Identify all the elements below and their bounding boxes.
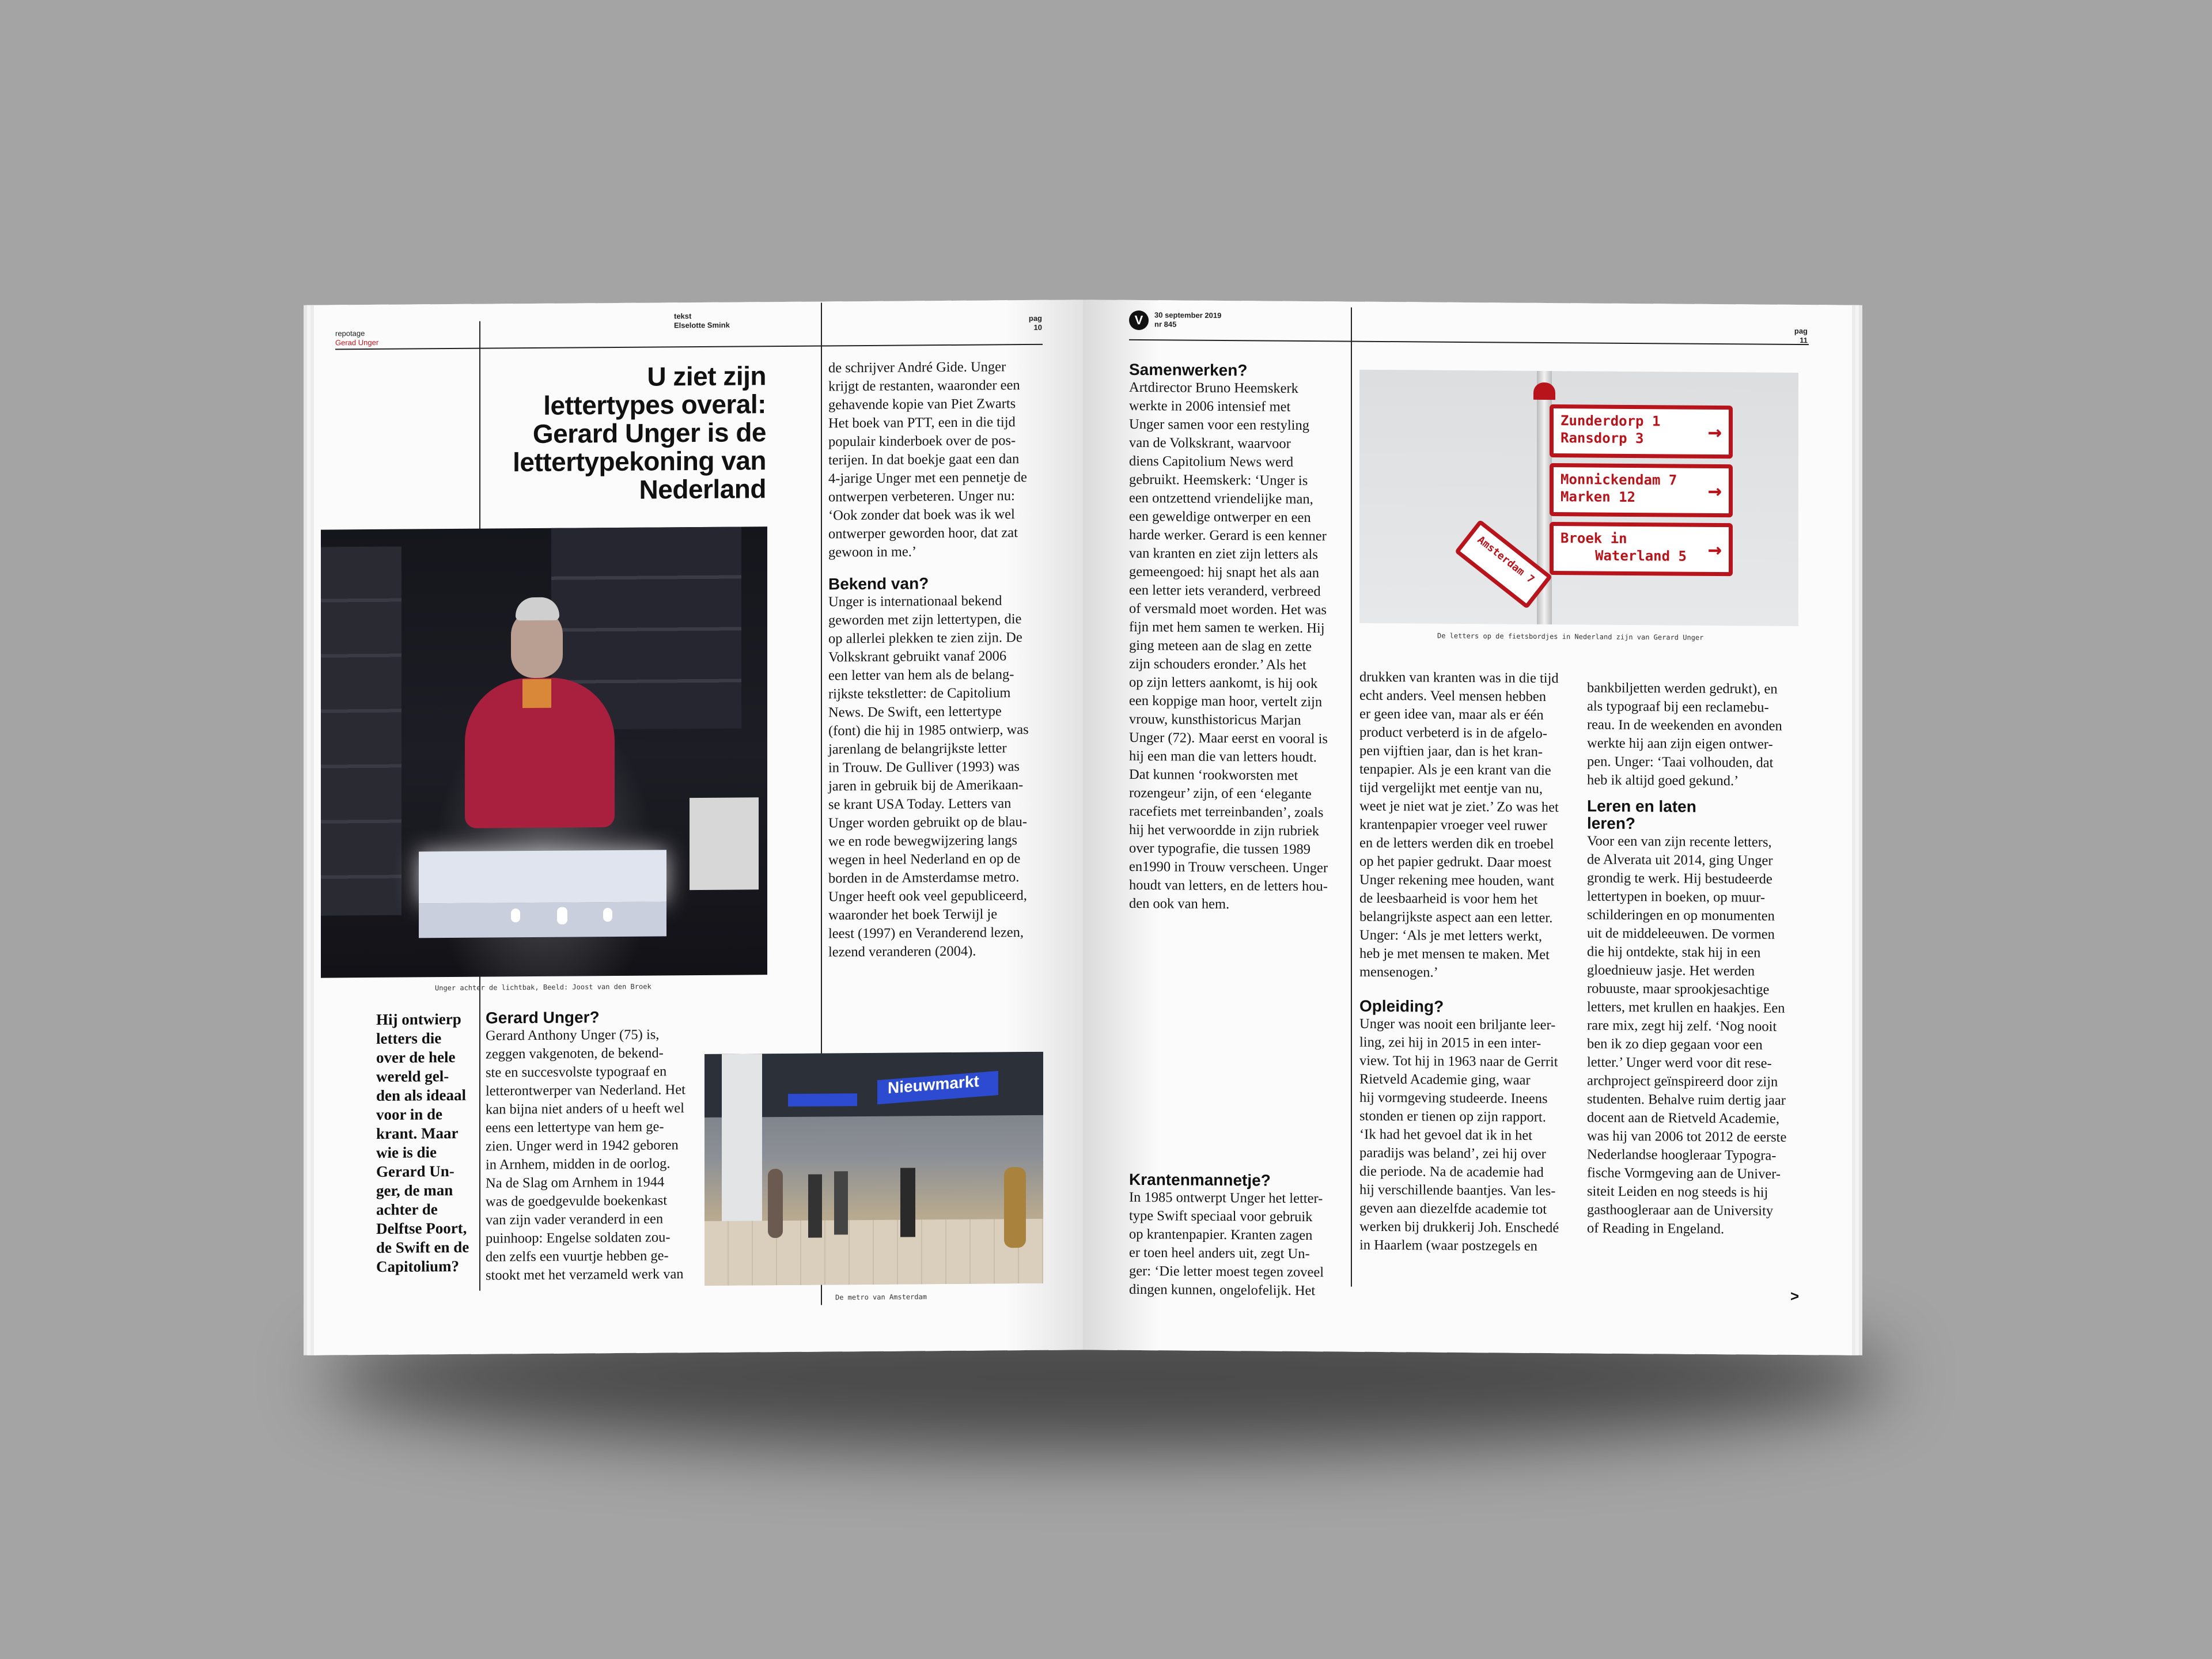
column-leren xyxy=(1587,679,1812,1239)
header-rule xyxy=(335,344,1043,350)
body-gerard-unger: Gerard Anthony Unger (75) is, zeggen vakgenoten, de bekend- ste en succesvolste typograaf en letterontwerper van Nederland. Het kan bijna niet anders of u heeft wel eens een lettertype van hem ge- zien. Unger werd in 1942 geboren in Arnhem, midden in de oorlog. Na de Slag om Arnhem in 1944 was de goedgevulde boekenkast van zijn vader veranderd in een puinhoop: Engelse soldaten zou- den zelfs een vuurtje hebben ge- stookt met het verzameld werk van xyxy=(486,1027,685,1283)
arrow-right-icon: → xyxy=(1707,418,1722,446)
page-number-right: pag 11 xyxy=(1794,326,1808,345)
photo-signposts xyxy=(1359,370,1798,626)
column-gerard-unger xyxy=(486,1008,699,1285)
column-right-left-page xyxy=(828,358,1053,962)
header-rule-right xyxy=(1129,339,1809,345)
arrow-right-icon: → xyxy=(1707,536,1722,563)
left-page xyxy=(314,300,1083,1355)
sign-3: Broek in Waterland 5 → xyxy=(1550,522,1733,576)
issue-date: 30 september 2019 nr 845 xyxy=(1154,310,1222,329)
body-continuation-c: bankbiljetten werden gedrukt), en als typograaf bij een reclamebu- reau. In de weekenden en avonden werkte hij aan zijn eigen ontwer- pen. Unger: ‘Taai volhouden, dat heb ik altijd goed gekund.’ xyxy=(1587,680,1782,789)
sign-2: Monnickendam 7 Marken 12 → xyxy=(1550,463,1733,517)
column-krantenmannetje xyxy=(1129,1171,1348,1301)
headline: U ziet zijn lettertypes overal: Gerard Unger is de lettertypekoning van Nederland xyxy=(513,361,766,505)
right-page xyxy=(1083,300,1852,1355)
heading-samenwerken: Samenwerken? xyxy=(1129,360,1248,380)
heading-gerard-unger: Gerard Unger? xyxy=(486,1008,600,1027)
author-label: tekst Elselotte Smink xyxy=(674,312,730,330)
body-opleiding: Unger was nooit een briljante leer- ling, zei hij in 2015 in een inter- view. Tot hij in 1963 naar de Gerrit Rietveld Academie ging, waar hij vormgeving studeerde. Ineens stonden er tienen op zijn rapport. ‘Ik had het gevoel dat ik in het paradijs was beland’, zei hij over die periode. Na de academie had hij verschillende baantjes. Van les- geven aan diezelfde academie tot werken bij drukkerij Joh. Enschedé in Haarlem (waar postzegels en xyxy=(1359,1016,1559,1254)
intro-text: Hij ontwierp letters die over de hele wereld gel- den als ideaal voor in de krant. Maar wie is die Gerard Un- ger, de man achter de Delftse Poort, de Swift en de Capitolium? xyxy=(376,1010,469,1275)
metro-sign-text: Nieuwmarkt xyxy=(888,1072,979,1097)
heading-bekend-van: Bekend van? xyxy=(828,574,929,593)
body-continuation-right: drukken van kranten was in die tijd echt anders. Veel mensen hebben er geen idee van, maar als er één product verbeterd is in de afgelo- pen vijftien jaar, dan is het kran- tenpapier. Als je een krant van die tijd vergelijkt met eentje van nu, weet je niet wat je ziet.’ Zo was het krantenpapier vroeger veel ruwer en de letters werden dik en troebel op het papier gedrukt. Daar moest Unger rekening mee houden, want de leesbaarheid is voor hem het belangrijkste aspect aan een letter. Unger: ‘Als je met letters werkt, heb je met mensen te maken. Met mensenogen.’ xyxy=(1359,669,1559,980)
body-bekend-van: Unger is internationaal bekend geworden met zijn lettertypen, die op allerlei plekken te zien zijn. De Volkskrant gebruikt vanaf 2006 een letter van hem als de belang- rijkste tekstletter: de Capitolium News. De Swift, een lettertype (font) die hij in 1985 ontwierp, was jarenlang de belangrijkste letter in Trouw. De Gulliver (1993) was jaren in gebruik bij de Amerikaan- se krant USA Today. Letters van Unger worden gebruikt op de blau- we en rode bewegwijzering langs wegen in heel Nederland en op de borden in de Amsterdamse metro. Unger heeft ook veel gepubliceerd, waaronder het boek Terwijl je leest (1997) en Veranderend lezen, lezend veranderen (2004). xyxy=(828,593,1029,960)
column-middle-right xyxy=(1359,668,1578,1256)
heading-leren: Leren en laten leren? xyxy=(1587,797,1696,833)
photo-metro xyxy=(704,1052,1043,1286)
sign-side: Amsterdam 7 xyxy=(1455,520,1552,609)
column-samenwerken xyxy=(1129,361,1348,915)
sign-1: Zunderdorp 1 Ransdorp 3 → xyxy=(1550,404,1733,459)
arrow-right-icon: → xyxy=(1707,477,1722,505)
end-mark: > xyxy=(1790,1287,1800,1305)
body-krantenmannetje: In 1985 ontwerpt Unger het letter- type Swift speciaal voor gebruik op krantenpapier. Kranten zagen er toen heel anders uit, zegt Un- ger: ‘Die letter moest tegen zoveel dingen kunnen, ongelofelijk. Het xyxy=(1129,1189,1324,1299)
column-rule-right xyxy=(1351,308,1352,1287)
section-label: repotage Gerad Unger xyxy=(335,329,379,347)
body-leren: Voor een van zijn recente letters, de Alverata uit 2014, ging Unger grondig te werk. Hij bestudeerde lettertypen in boeken, op muur- schilderingen en op monumenten uit de middeleeuwen. De vormen die hij ontdekte, stak hij in een gloednieuw jasje. Het werden robuuste, maar sprookjesachtige letters, met krullen en haakjes. Een rare mix, zegt hij zelf. ‘Nog nooit ben ik zo diep gegaan voor een letter.’ Unger werd voor dit rese- archproject geïnspireerd door zijn studenten. Behalve ruim dertig jaar docent aan de Rietveld Academie, was hij van 2006 tot 2012 de eerste Nederlandse hoogleraar Typogra- fische Vormgeving aan de Univer- siteit Leiden en nog steeds is hij gasthoogleraar aan de University of Reading in Engeland. xyxy=(1587,833,1787,1237)
photo2-caption: De metro van Amsterdam xyxy=(835,1293,927,1302)
body-continuation: de schrijver André Gide. Unger krijgt de restanten, waaronder een gehavende kopie van Piet Zwarts Het boek van PTT, een in die tijd populair kinderboek over de pos- terijen. In dat boekje gaat een dan 4-jarige Unger met een pennetje de ontwerpen verbeteren. Unger nu: ‘Ook zonder dat boek was ik wel ontwerper geworden hoor, dat zat gewoon in me.’ xyxy=(828,359,1027,560)
photo-unger-lightbox xyxy=(321,527,767,978)
body-samenwerken: Artdirector Bruno Heemskerk werkte in 2006 intensief met Unger samen voor een restyling van de Volkskrant, waarvoor diens Capitolium News werd gebruikt. Heemskerk: ‘Unger is een ontzettend vriendelijke man, een geweldige ontwerper en een harde werker. Gerard is een kenner van kranten en ziet zijn letters als gemeengoed: hij snapt het als aan een letter iets veranderd, verbreed of versmald moet worden. Het was fijn met hem samen te werken. Hij ging meteen aan de slag en zette zijn schouders eronder.’ Als het op zijn letters aankomt, is hij ook een koppige man hoor, vertelt zijn vrouw, kunsthistoricus Marjan Unger (72). Maar eerst en vooral is hij een man die van letters houdt. Dat kunnen ‘rookworsten met rozengeur’ zijn, of een ‘elegante racefiets met terreinbanden’, zoals hij het verwoordde in zijn rubriek over typografie, die tussen 1989 en1990 in Trouw verscheen. Unger houdt van letters, en de letters hou- den ook van hem. xyxy=(1129,379,1328,912)
photo3-caption: De letters op de fietsbordjes in Nederland zijn van Gerard Unger xyxy=(1437,631,1704,642)
logo-icon: V xyxy=(1129,310,1149,330)
photo1-caption: Unger achter de lichtbak, Beeld: Joost van den Broek xyxy=(435,982,652,993)
heading-krantenmannetje: Krantenmannetje? xyxy=(1129,1170,1271,1190)
page-number: pag 10 xyxy=(1028,313,1042,332)
heading-opleiding: Opleiding? xyxy=(1359,997,1444,1016)
